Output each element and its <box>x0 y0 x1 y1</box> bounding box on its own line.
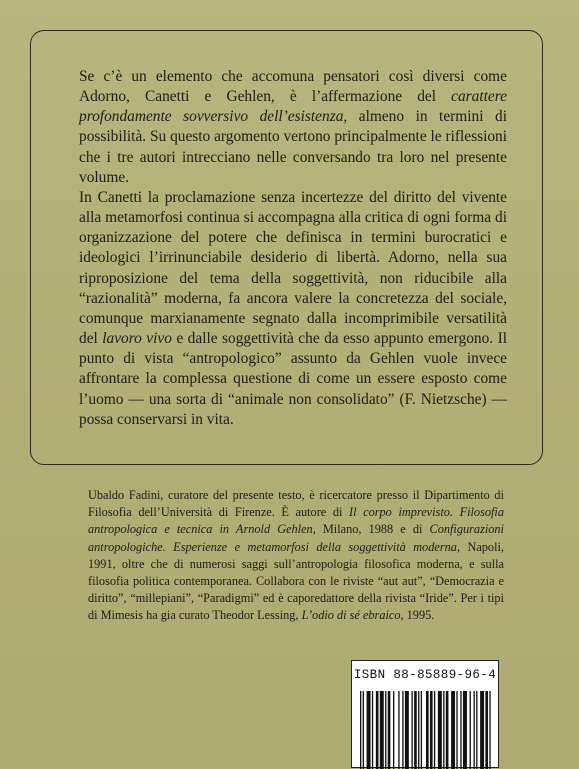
barcode-bar <box>460 691 461 769</box>
barcode-bar <box>398 691 399 769</box>
barcode-bar <box>418 691 419 769</box>
barcode-bar <box>360 691 361 769</box>
barcode-bar <box>380 691 384 769</box>
isbn-barcode <box>351 660 499 768</box>
blurb-emphasis-2: lavoro vivo <box>102 330 172 348</box>
barcode-bar <box>402 691 403 769</box>
barcode-bar <box>451 691 455 769</box>
barcode-bar <box>421 691 422 769</box>
barcode-bar <box>476 691 477 769</box>
barcode-bar <box>489 691 490 769</box>
barcode-bar <box>385 691 386 769</box>
barcode-bar <box>438 691 442 769</box>
bio-book-title-1: Il corpo imprevisto. Filosofia antropologica e tecnica in Arnold Gehlen <box>88 505 504 537</box>
barcode-bar <box>474 691 475 769</box>
barcode-bar <box>463 691 467 769</box>
barcode-bar <box>426 691 429 769</box>
barcode-bar <box>430 691 433 769</box>
blurb-paragraph-1: Se c’è un elemento che accomuna pensatori così diversi come Adorno, Canetti e Gehlen, è l’affermazione del carattere profondamente sovversivo dell’esistenza, almeno in termini di possibilità. Su questo argomento vertono principalmente le riflessioni che i tre autori intrecciano nelle conversando tra loro nel presente volume. <box>79 68 508 186</box>
barcode-bar <box>388 691 391 769</box>
barcode-bars <box>360 691 492 769</box>
barcode-bar <box>456 691 457 769</box>
barcode-bar <box>470 691 471 769</box>
barcode-bar <box>485 691 488 769</box>
blurb-paragraph-2: In Canetti la proclamazione senza incertezze del diritto del vivente alla metamorfosi continua si accompagna alla critica di ogni forma di organizzazione del potere che definisca in termini burocratici e ideologici l’irrinunciabile desiderio di libertà. Adorno, nella sua riproposizione del tema della soggettività, non riducibile alla “razionalità” moderna, fa ancora valere la concretezza del sociale, comunque marxianamente segnato dalla incomprimibile versatilità del lavoro vivo e dalle soggettività che da esso appunto emergono. Il punto di vista “antropologico” assunto da Gehlen vuole invece affrontare la complessa questione di come un essere esposto come l’uomo — una sorta di “animale non consolidato” (F. Nietzsche) — possa conservarsi in vita. <box>79 188 508 428</box>
barcode-bar <box>367 691 371 769</box>
barcode-bar <box>443 691 444 769</box>
barcode-bar <box>405 691 409 769</box>
bio-book-title-2: Configurazioni antropologiche. Esperienze e metamorfosi della soggettività moderna <box>88 522 504 554</box>
blurb-text <box>79 67 507 430</box>
barcode-bar <box>363 691 364 769</box>
bio-book-title-3: L’odio di sé ebraico <box>301 608 401 623</box>
barcode-bar <box>480 691 484 769</box>
barcode-bar <box>414 691 417 769</box>
isbn-number: ISBN 88-85889-96-4 <box>353 668 497 682</box>
author-bio: Ubaldo Fadini, curatore del presente testo, è ricercatore presso il Dipartimento di Filosofia dell’Università di Firenze. È autore di Il corpo imprevisto. Filosofia antropologica e tecnica in Arnold Gehlen, Milano, 1988 e di Configurazioni antropologiche. Esperienze e metamorfosi della soggettività moderna, Napoli, 1991, oltre che di numerosi saggi sull’antropologia filosofica moderna, e sulla filosofia politica contemporanea. Collabora con le riviste “aut aut”, “Democrazia e diritto”, “millepiani”, “Paradigmi” ed è caporedattore della rivista “Iride”. Per i tipi di Mimesis ha gia curato Theodor Lessing, L’odio di sé ebraico, 1995. <box>88 488 504 623</box>
barcode-bar <box>434 691 435 769</box>
barcode-bar <box>376 691 379 769</box>
blurb-emphasis-1: carattere profondamente sovversivo dell’esistenza <box>79 88 507 126</box>
barcode-bar <box>411 691 412 769</box>
barcode-bar <box>393 691 394 769</box>
barcode-bar <box>446 691 449 769</box>
barcode-bar <box>372 691 373 769</box>
